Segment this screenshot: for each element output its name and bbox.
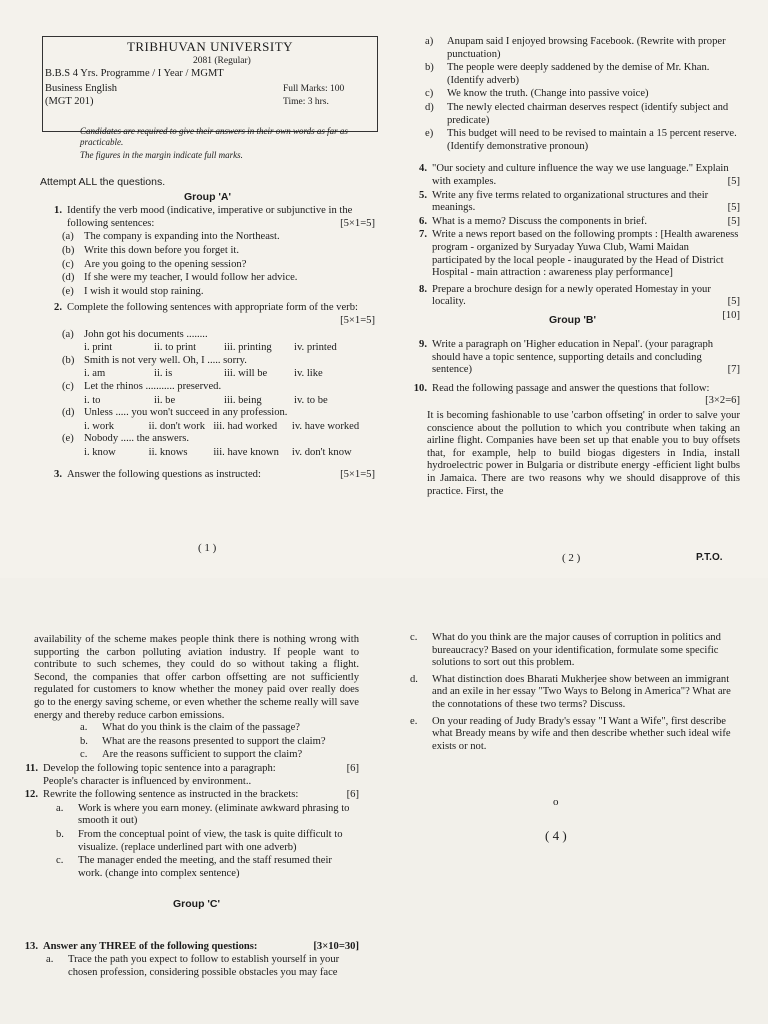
q2-item: (a) John got his documents ........ — [62, 328, 208, 340]
q2-options: i. work ii. don't work iii. had worked iv. have worked — [84, 420, 360, 432]
q1-item: (a) The company is expanding into the Northeast. — [62, 231, 280, 243]
university-name: TRIBHUVAN UNIVERSITY — [126, 39, 294, 54]
q10-item: c. Are the reasons sufficient to support the claim? — [80, 749, 303, 761]
q13-item: d. What distinction does Bharati Mukherjee show between an immigrant and an exile in her essay "Two Ways to Belong in America"? What are the connotations of these two terms? Discuss. — [410, 673, 731, 710]
question-9: 9. Write a paragraph on 'Higher education in Nepal'. (your paragraph should have a topic sentence, supporting details and concluding sentence) [7] — [419, 339, 740, 376]
question-4: 4. "Our society and culture influence the way we use language." Explain with examples. [5] — [419, 163, 740, 187]
q2-item: (e) Nobody ..... the answers. — [62, 433, 190, 445]
q2-options: i. know ii. knows iii. have known iv. don't know — [84, 446, 352, 458]
question-13: 13. Answer any THREE of the following questions: [3×10=30] — [24, 940, 359, 952]
q12-item: b. From the conceptual point of view, the task is quite difficult to visualize. (replace underlined part with one adverb) — [56, 828, 343, 853]
q2-item: (d) Unless ..... you won't succeed in any profession. — [62, 407, 288, 419]
q1-item: (b) Write this down before you forget it. — [62, 244, 240, 256]
exam-year: 2081 (Regular) — [193, 56, 251, 66]
q2-options: i. print ii. to print iii. printing iv. printed — [84, 342, 337, 354]
group-b-heading: Group 'B' — [549, 314, 596, 327]
q3-item: b) The people were deeply saddened by the demise of Mr. Khan. (Identify adverb) — [425, 62, 710, 86]
attempt-all: Attempt ALL the questions. — [40, 176, 166, 188]
header-box — [42, 36, 378, 132]
time: Time: 3 hrs. — [283, 97, 329, 107]
q13-item: c. What do you think are the major causes of corruption in politics and bureaucracy? Based on your identification, formulate some specific solutions to sort out this problem. — [410, 632, 721, 669]
subject-code: (MGT 201) — [45, 96, 94, 107]
question-1: 1. Identify the verb mood (indicative, imperative or subjunctive in the following sentences: [5×1=5] — [54, 205, 375, 229]
q1-item: (c) Are you going to the opening session? — [62, 258, 247, 270]
q12-item: c. The manager ended the meeting, and the staff resumed their work. (change into complex sentence) — [56, 855, 332, 879]
question-6: 6. What is a memo? Discuss the components in brief. [5] — [419, 215, 740, 227]
q8-total-marks: [10] — [722, 309, 740, 321]
instruction-1: Candidates are required to give their answers in their own words as far as practicable. — [80, 126, 348, 147]
pto-label: P.T.O. — [696, 552, 723, 563]
left-column-page1 — [40, 176, 375, 483]
group-a-heading: Group 'A' — [184, 190, 231, 203]
q3-item: a) Anupam said I enjoyed browsing Facebook. (Rewrite with proper punctuation) — [425, 36, 726, 60]
page-number-4: ( 4 ) — [545, 828, 567, 843]
q10-item: a. What do you think is the claim of the passage? — [80, 722, 300, 734]
question-5: 5. Write any five terms related to organizational structures and their meanings. [5] — [419, 189, 740, 214]
q2-item: (c) Let the rhinos ........... preserved. — [62, 380, 222, 392]
q2-item: (b) Smith is not very well. Oh, I ..... sorry. — [62, 354, 247, 366]
exam-page-lower — [0, 578, 768, 1024]
question-2: 2. Complete the following sentences with appropriate form of the verb: [5×1=5] — [54, 302, 375, 326]
question-3: 3. Answer the following questions as instructed: [5×1=5] — [54, 469, 375, 481]
program: B.B.S 4 Yrs. Programme / I Year / MGMT — [45, 68, 224, 79]
q3-item: e) This budget will need to be revised to maintain a 15 percent reserve. (Identify demonstrative pronoun) — [425, 128, 737, 152]
full-marks: Full Marks: 100 — [283, 84, 345, 94]
passage-part2: availability of the scheme makes people think there is nothing wrong with supporting the carbon polluting aviation industry. If people want to contribute to such schemes, they could do so without taking a flight. Second, the companies that offer carbon offsetting are not sufficiently regulated for customers to know whether the money paid over really does go to the energy saving scheme, or even whether the scheme really will save energy and thereby reduce carbon emissions. — [34, 634, 359, 721]
left-column-page3 — [24, 634, 359, 981]
q2-options: i. to ii. be iii. being iv. to be — [84, 394, 328, 406]
q3-item: d) The newly elected chairman deserves respect (identify subject and predicate) — [425, 101, 729, 126]
dot-mark: o — [553, 796, 559, 808]
page-number-2: ( 2 ) — [562, 552, 581, 564]
question-10: 10. Read the following passage and answer the questions that follow: [3×2=6] — [413, 382, 740, 407]
subject: Business English — [45, 83, 118, 94]
q12-item: a. Work is where you earn money. (eliminate awkward phrasing to smooth it out) — [56, 802, 350, 827]
question-11: 11. Develop the following topic sentence into a paragraph: [6] People's character is influenced by environment.. — [25, 762, 359, 787]
question-7: 7. Write a news report based on the following prompts : [Health awareness program - organized by Suryaday Yuwa Club, Wami Maidan participated by the local people - inaugurated by the Head of District Hospital - main attraction : awareness play performance] — [419, 229, 739, 279]
question-8: 8. Prepare a brochure design for a newly operated Homestay in your locality. [5] — [419, 283, 740, 308]
q10-item: b. What are the reasons presented to support the claim? — [80, 735, 326, 747]
right-column-page2 — [405, 36, 740, 498]
q3-item: c) We know the truth. (Change into passive voice) — [425, 88, 649, 100]
right-column-page4 — [410, 632, 735, 754]
q13-item: a. Trace the path you expect to follow to establish yourself in your chosen profession, considering possible obstacles you may face — [46, 954, 340, 979]
q2-options: i. am ii. is iii. will be iv. like — [84, 368, 323, 380]
passage-part1: It is becoming fashionable to use 'carbon offseting' in order to salve your conscience about the pollution to which you contribute when taking an airline flight. Companies have been set up that enable you to buy offsets that, for example, help to build biogas digesters in India, install hydroelectric power in Bulgaria or distribute energy -efficient light bulbs in Jamaica. There are two reasons why we should disapprove of this practice. First, the — [427, 410, 740, 497]
page-number-1: ( 1 ) — [198, 542, 217, 554]
group-c-heading: Group 'C' — [173, 898, 220, 911]
q1-item: (e) I wish it would stop raining. — [62, 285, 204, 297]
instruction-2: The figures in the margin indicate full marks. — [80, 150, 243, 160]
question-12: 12. Rewrite the following sentence as instructed in the brackets: [6] — [24, 789, 359, 801]
q13-item: e. On your reading of Judy Brady's essay "I Want a Wife", first describe what Bready means by wife and then describe whether such ideal wife exists or not. — [410, 715, 731, 752]
q1-item: (d) If she were my teacher, I would follow her advice. — [62, 272, 298, 284]
